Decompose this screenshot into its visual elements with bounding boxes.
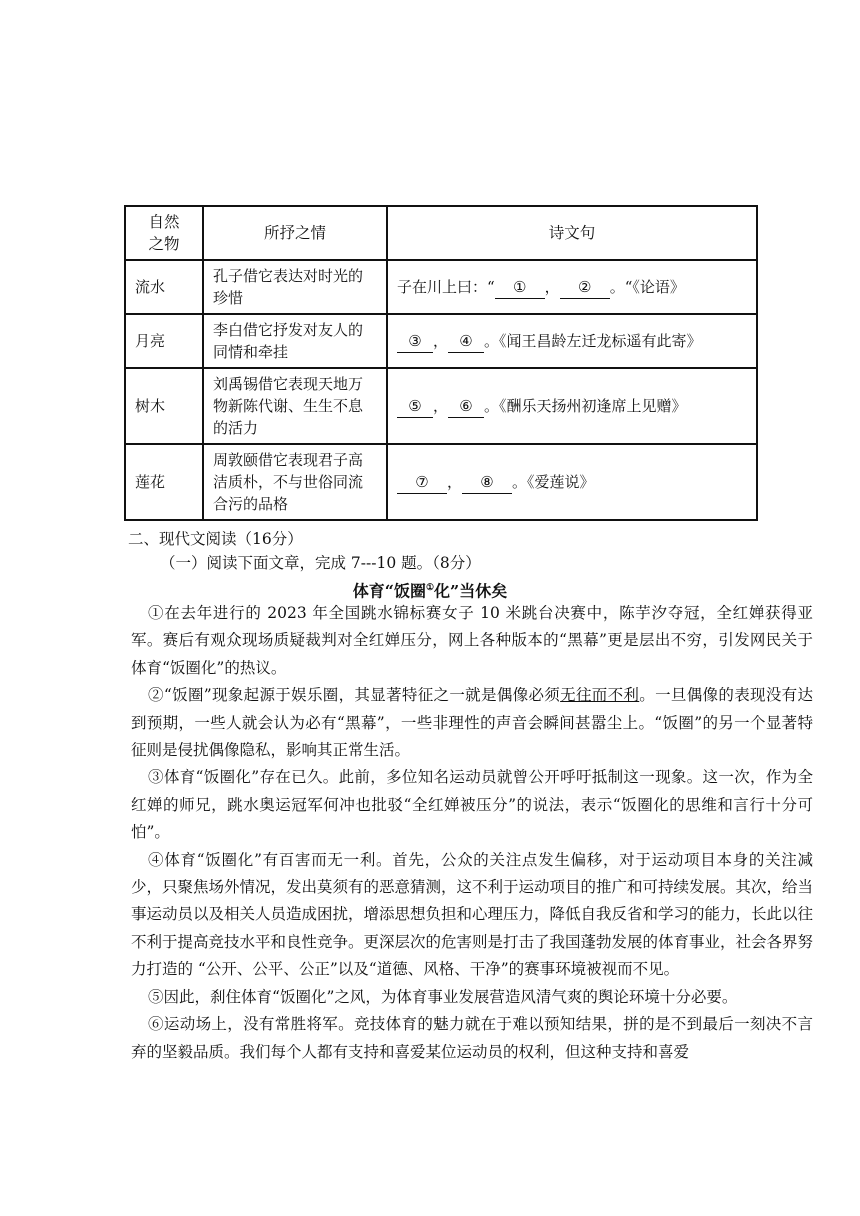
verse-prefix: 子在川上曰：“	[397, 277, 495, 296]
table-row	[125, 314, 757, 368]
row-verse	[387, 260, 757, 314]
row-emotion: 李白借它抒发对友人的同情和牵挂	[203, 314, 387, 368]
row-emotion: 刘禹锡借它表现天地万物新陈代谢、生生不息的活力	[203, 368, 387, 444]
row-emotion: 周敦颐借它表现君子高洁质朴，不与世俗同流合污的品格	[203, 444, 387, 520]
row-object: 莲花	[125, 444, 203, 520]
underlined-phrase: 无往而不利	[560, 686, 640, 705]
poem-table	[124, 205, 758, 521]
header-natural-object: 自然 之物	[125, 206, 203, 260]
verse-sep: ，	[433, 331, 449, 350]
verse-sep: ，	[447, 472, 463, 491]
row-object: 树木	[125, 368, 203, 444]
row-verse	[387, 368, 757, 444]
verse-source: 。《闻王昌龄左迁龙标遥有此寄》	[484, 331, 702, 350]
verse-sep: ，	[544, 277, 560, 296]
verse-source: 。《酬乐天扬州初逢席上见赠》	[484, 396, 687, 415]
blank-1[interactable]: ①	[495, 276, 545, 299]
paragraph-6: ⑥运动场上，没有常胜将军。竞技体育的魅力就在于难以预知结果，拼的是不到最后一刻决不言弃的坚毅品质。我们每个人都有支持和喜爱某位运动员的权利，但这种支持和喜爱	[131, 1015, 813, 1061]
paragraph-5: ⑤因此，刹住体育“饭圈化”之风，为体育事业发展营造风清气爽的舆论环境十分必要。	[148, 987, 738, 1006]
row-verse	[387, 444, 757, 520]
title-footnote-mark: ①	[425, 583, 435, 593]
blank-2[interactable]: ②	[560, 276, 610, 299]
blank-8[interactable]: ⑧	[462, 471, 512, 494]
table-row	[125, 260, 757, 314]
table-row	[125, 444, 757, 520]
blank-7[interactable]: ⑦	[397, 471, 447, 494]
blank-5[interactable]: ⑤	[397, 395, 433, 418]
table-row	[125, 368, 757, 444]
row-verse	[387, 314, 757, 368]
blank-4[interactable]: ④	[448, 330, 484, 353]
row-object: 流水	[125, 260, 203, 314]
blank-6[interactable]: ⑥	[448, 395, 484, 418]
article-body	[131, 600, 813, 1066]
row-object: 月亮	[125, 314, 203, 368]
row-emotion: 孔子借它表达对时光的珍惜	[203, 260, 387, 314]
subsection-heading: （一）阅读下面文章，完成 7---10 题。（8分）	[160, 554, 481, 572]
header-verse: 诗文句	[387, 206, 757, 260]
table-header-row	[125, 206, 757, 260]
paragraph-2-pre: ②“饭圈”现象起源于娱乐圈，其显著特征之一就是偶像必须	[148, 686, 561, 705]
verse-source: 。“《论语》	[609, 277, 685, 296]
paragraph-2-post: 。一旦偶像的表现没有达到预期，一些人就会认为必有“黑幕”，一些非理性的声音会瞬间甚嚣尘上。“饭圈”的另一个显著特征则是侵扰偶像隐私，影响其正常生活。	[131, 686, 813, 760]
section-heading: 二、现代文阅读（16分）	[128, 530, 303, 548]
title-pre: 体育“饭圈	[352, 581, 426, 601]
paragraph-3: ③体育“饭圈化”存在已久。此前，多位知名运动员就曾公开呼吁抵制这一现象。这一次，作为全红婵的师兄，跳水奥运冠军何冲也批驳“全红婵被压分”的说法，表示“饭圈化的思维和言行十分可怕”。	[131, 768, 813, 842]
blank-3[interactable]: ③	[397, 330, 433, 353]
paragraph-2	[131, 682, 813, 764]
title-post: 化”当休矣	[434, 581, 508, 601]
paragraph-4: ④体育“饭圈化”有百害而无一利。首先，公众的关注点发生偏移，对于运动项目本身的关注减少，只聚焦场外情况，发出莫须有的恶意猜测，这不利于运动项目的推广和可持续发展。其次，给当事运动员以及相关人员造成困扰，增添思想负担和心理压力，降低自我反省和学习的能力，长此以往不利于提高竞技水平和良性竞争。更深层次的危害则是打击了我国蓬勃发展的体育事业，社会各界努力打造的 “公开、公平、公正”以及“道德、风格、干净”的赛事环境被视而不见。	[131, 850, 814, 979]
verse-source: 。《爱莲说》	[512, 472, 595, 491]
header-emotion: 所抒之情	[203, 206, 387, 260]
verse-sep: ，	[433, 396, 449, 415]
paragraph-1: ①在去年进行的 2023 年全国跳水锦标赛女子 10 米跳台决赛中，陈芋汐夺冠，全红婵获得亚军。赛后有观众现场质疑裁判对全红婵压分，网上各种版本的“黑幕”更是层出不穷，引发网民关于体育“饭圈化”的热议。	[131, 604, 813, 677]
